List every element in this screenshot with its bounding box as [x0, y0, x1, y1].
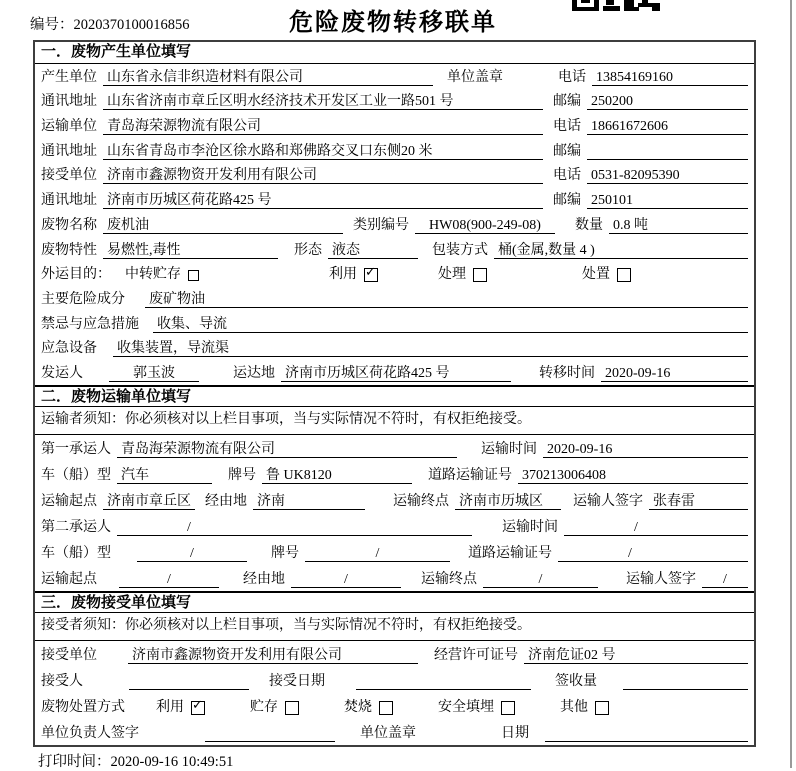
row-receive-unit: [35, 641, 754, 667]
check-mark: ✓: [365, 265, 376, 281]
field-label: 通讯地址: [41, 143, 97, 159]
checkbox-group-treat: [438, 266, 487, 283]
zip-label: 邮编: [553, 94, 581, 110]
unit-seal-label: 单位盖章: [447, 69, 503, 85]
section-receiver-title: 三．废物接受单位填写: [35, 591, 754, 613]
section-transporter: [35, 385, 754, 591]
field-label: 发运人: [41, 365, 83, 381]
transporter-phone-value: 18661672606: [587, 118, 748, 135]
transporter-unit-value: 青岛海荣源物流有限公司: [103, 118, 543, 135]
section-receiver: [35, 591, 754, 745]
date-label: 日期: [501, 725, 529, 741]
emergency-measures-value: 收集、导流: [153, 316, 748, 333]
row-route-2: [35, 565, 754, 591]
checkbox-label: 处置: [582, 267, 610, 283]
row-vehicle-1: [35, 461, 754, 487]
field-label: 应急设备: [41, 341, 97, 357]
via-label: 经由地: [243, 571, 285, 587]
checkbox-label: 处理: [438, 267, 466, 283]
producer-phone-value: 13854169160: [592, 69, 748, 86]
field-label: 运输单位: [41, 119, 97, 135]
section-transporter-title: 二．废物运输单位填写: [35, 385, 754, 407]
field-label: 第二承运人: [41, 519, 111, 535]
field-label: 运输起点: [41, 493, 97, 509]
transporter-zip-value: [587, 143, 748, 160]
packing-value: 桶(金属,数量 4 ): [494, 242, 748, 259]
checkbox-disposal-recycle: [191, 697, 205, 715]
phone-label: 电话: [553, 119, 581, 135]
receiver-phone-value: 0531-82095390: [587, 167, 748, 184]
receiver-zip-value: 250101: [587, 192, 748, 209]
row-emergency-measures: [35, 311, 754, 336]
responsible-sign-value: [205, 725, 335, 742]
plate-label: 牌号: [228, 467, 256, 483]
field-label: 废物处置方式: [41, 699, 125, 715]
route-end-label: 运输终点: [393, 493, 449, 509]
row-emergency-equipment: [35, 336, 754, 361]
vehicle-type-2-value: /: [137, 545, 247, 562]
plate-2-value: /: [305, 545, 450, 562]
route-start-2-value: /: [119, 571, 219, 588]
field-label: 接受人: [41, 673, 83, 689]
license-label: 经营许可证号: [434, 647, 518, 663]
field-label: 禁忌与应急措施: [41, 316, 139, 332]
category-code-label: 类别编号: [353, 217, 409, 233]
field-label: 运输起点: [41, 571, 97, 587]
document-title: 危险废物转移联单: [289, 9, 497, 36]
phone-label: 电话: [558, 69, 586, 85]
section-producer-title: 一．废物产生单位填写: [35, 42, 754, 64]
second-carrier-value: /: [117, 519, 472, 536]
road-permit-label: 道路运输证号: [428, 467, 512, 483]
carrier-sign-label: 运输人签字: [626, 571, 696, 587]
carrier-sign-label: 运输人签字: [573, 493, 643, 509]
checkbox-dispose: [617, 268, 631, 282]
checkbox-group-recycle: [329, 266, 378, 283]
row-receiver-person: [35, 667, 754, 693]
received-qty-value: [623, 673, 748, 690]
producer-address-value: 山东省济南市章丘区明水经济技术开发区工业一路501 号: [103, 93, 543, 110]
checkbox-label: 利用: [329, 267, 357, 283]
checkbox-label: 其他: [560, 699, 588, 715]
plate-value: 鲁 UK8120: [262, 467, 412, 484]
producer-unit-value: 山东省永信非织造材料有限公司: [103, 69, 433, 86]
emergency-equipment-value: 收集装置，导流渠: [113, 340, 748, 357]
road-permit-2-value: /: [558, 545, 748, 562]
via-2-value: /: [291, 571, 401, 588]
receive-unit-value: 济南市鑫源物资开发利用有限公司: [128, 647, 418, 664]
destination-value: 济南市历城区荷花路425 号: [281, 365, 511, 382]
carrier-sign-2-value: /: [702, 571, 748, 588]
field-label: 废物名称: [41, 217, 97, 233]
zip-label: 邮编: [553, 193, 581, 209]
print-time-value: 2020-09-16 10:49:51: [110, 754, 234, 770]
row-main-hazard: [35, 286, 754, 311]
row-vehicle-2: [35, 539, 754, 565]
receive-date-value: [356, 673, 531, 690]
form-value: 液态: [328, 242, 418, 259]
license-value: 济南危证02 号: [524, 647, 748, 664]
destination-label: 运达地: [233, 365, 275, 381]
carrier-sign-value: 张春雷: [649, 493, 748, 510]
row-first-carrier: [35, 435, 754, 461]
check-mark: ✓: [192, 697, 203, 713]
transporter-notice: 运输者须知：你必须核对以上栏目事项，当与实际情况不符时，有权拒绝接受。: [35, 407, 754, 435]
document-number-value: 2020370100016856: [73, 17, 190, 33]
row-second-carrier: [35, 513, 754, 539]
checkbox-label: 焚烧: [344, 699, 372, 715]
field-label: 外运目的：: [41, 267, 111, 283]
row-consignor: [35, 360, 754, 385]
document-number-label: 编号：: [30, 17, 74, 33]
field-label: 接受单位: [41, 168, 97, 184]
row-disposal-method: [35, 693, 754, 719]
row-producer-unit: [35, 64, 754, 89]
field-label: 主要危险成分: [41, 291, 125, 307]
checkbox-group-landfill: [438, 699, 515, 716]
first-carrier-value: 青岛海荣源物流有限公司: [117, 441, 457, 458]
receiver-notice: 接受者须知：你必须核对以上栏目事项，当与实际情况不符时，有权拒绝接受。: [35, 613, 754, 641]
waste-character-value: 易燃性,毒性: [103, 242, 278, 259]
field-label: 产生单位: [41, 69, 97, 85]
field-label: 通讯地址: [41, 193, 97, 209]
quantity-value: 0.8 吨: [609, 217, 748, 234]
checkbox-transit-storage: [188, 270, 199, 281]
row-waste-name: [35, 212, 754, 237]
manifest-form: [33, 40, 756, 747]
consignor-value: 郭玉波: [109, 365, 199, 382]
date-value: [545, 725, 748, 742]
row-waste-character: [35, 237, 754, 262]
row-transfer-purpose: [35, 262, 754, 287]
field-label: 车（船）型: [41, 545, 111, 561]
field-label: 接受单位: [41, 647, 97, 663]
route-end-label: 运输终点: [421, 571, 477, 587]
row-transporter-unit: [35, 113, 754, 138]
field-label: 车（船）型: [41, 467, 111, 483]
checkbox-label: 贮存: [250, 699, 278, 715]
row-receiver-address: [35, 187, 754, 212]
receiver-address-value: 济南市历城区荷花路425 号: [103, 192, 543, 209]
packing-label: 包装方式: [432, 242, 488, 258]
road-permit-value: 370213006408: [518, 467, 748, 484]
field-label: 废物特性: [41, 242, 97, 258]
transport-time-label: 运输时间: [481, 441, 537, 457]
transport-time-2-value: /: [564, 519, 748, 536]
field-label: 第一承运人: [41, 441, 111, 457]
checkbox-disposal-storage: [285, 701, 299, 715]
transfer-time-value: 2020-09-16: [601, 365, 748, 382]
field-label: 通讯地址: [41, 94, 97, 110]
via-value: 济南: [253, 493, 365, 510]
checkbox-disposal-landfill: [501, 701, 515, 715]
quantity-label: 数量: [575, 217, 603, 233]
field-label: 单位负责人签字: [41, 725, 139, 741]
checkbox-group-transit-storage: [125, 266, 199, 283]
row-receiver-unit: [35, 163, 754, 188]
page-edge-line: [790, 0, 792, 768]
producer-zip-value: 250200: [587, 93, 748, 110]
section-producer: [35, 42, 754, 385]
checkbox-group-dispose: [582, 266, 631, 283]
receiver-unit-value: 济南市鑫源物资开发利用有限公司: [103, 167, 543, 184]
checkbox-group-other: [560, 699, 609, 716]
plate-label: 牌号: [271, 545, 299, 561]
checkbox-label: 利用: [156, 699, 184, 715]
checkbox-disposal-other: [595, 701, 609, 715]
phone-label: 电话: [553, 168, 581, 184]
form-label: 形态: [294, 242, 322, 258]
transfer-time-label: 转移时间: [539, 365, 595, 381]
transporter-address-value: 山东省青岛市李沧区徐水路和郑佛路交叉口东侧20 米: [103, 143, 543, 160]
checkbox-group-storage: [250, 699, 299, 716]
zip-label: 邮编: [553, 143, 581, 159]
receiver-person-value: [129, 673, 249, 690]
road-permit-label: 道路运输证号: [468, 545, 552, 561]
category-code-value: HW08(900-249-08): [415, 217, 555, 234]
main-hazard-value: 废矿物油: [145, 291, 748, 308]
row-route-1: [35, 487, 754, 513]
checkbox-label: 安全填埋: [438, 699, 494, 715]
transport-time-value: 2020-09-16: [543, 441, 748, 458]
waste-name-value: 废机油: [103, 217, 343, 234]
via-label: 经由地: [205, 493, 247, 509]
checkbox-disposal-incinerate: [379, 701, 393, 715]
route-end-2-value: /: [483, 571, 598, 588]
checkbox-label: 中转贮存: [125, 267, 181, 283]
row-responsible-sign: [35, 719, 754, 745]
route-start-value: 济南市章丘区: [103, 493, 195, 510]
checkbox-recycle: [364, 265, 378, 282]
print-time-label: 打印时间：: [38, 754, 111, 770]
row-transporter-address: [35, 138, 754, 163]
route-end-value: 济南市历城区: [455, 493, 561, 510]
row-producer-address: [35, 89, 754, 114]
transport-time-label: 运输时间: [502, 519, 558, 535]
vehicle-type-value: 汽车: [117, 467, 212, 484]
receive-date-label: 接受日期: [269, 673, 325, 689]
checkbox-treat: [473, 268, 487, 282]
checkbox-group-recycle: [156, 699, 205, 716]
received-qty-label: 签收量: [555, 673, 597, 689]
unit-seal-label: 单位盖章: [360, 725, 416, 741]
checkbox-group-incinerate: [344, 699, 393, 716]
